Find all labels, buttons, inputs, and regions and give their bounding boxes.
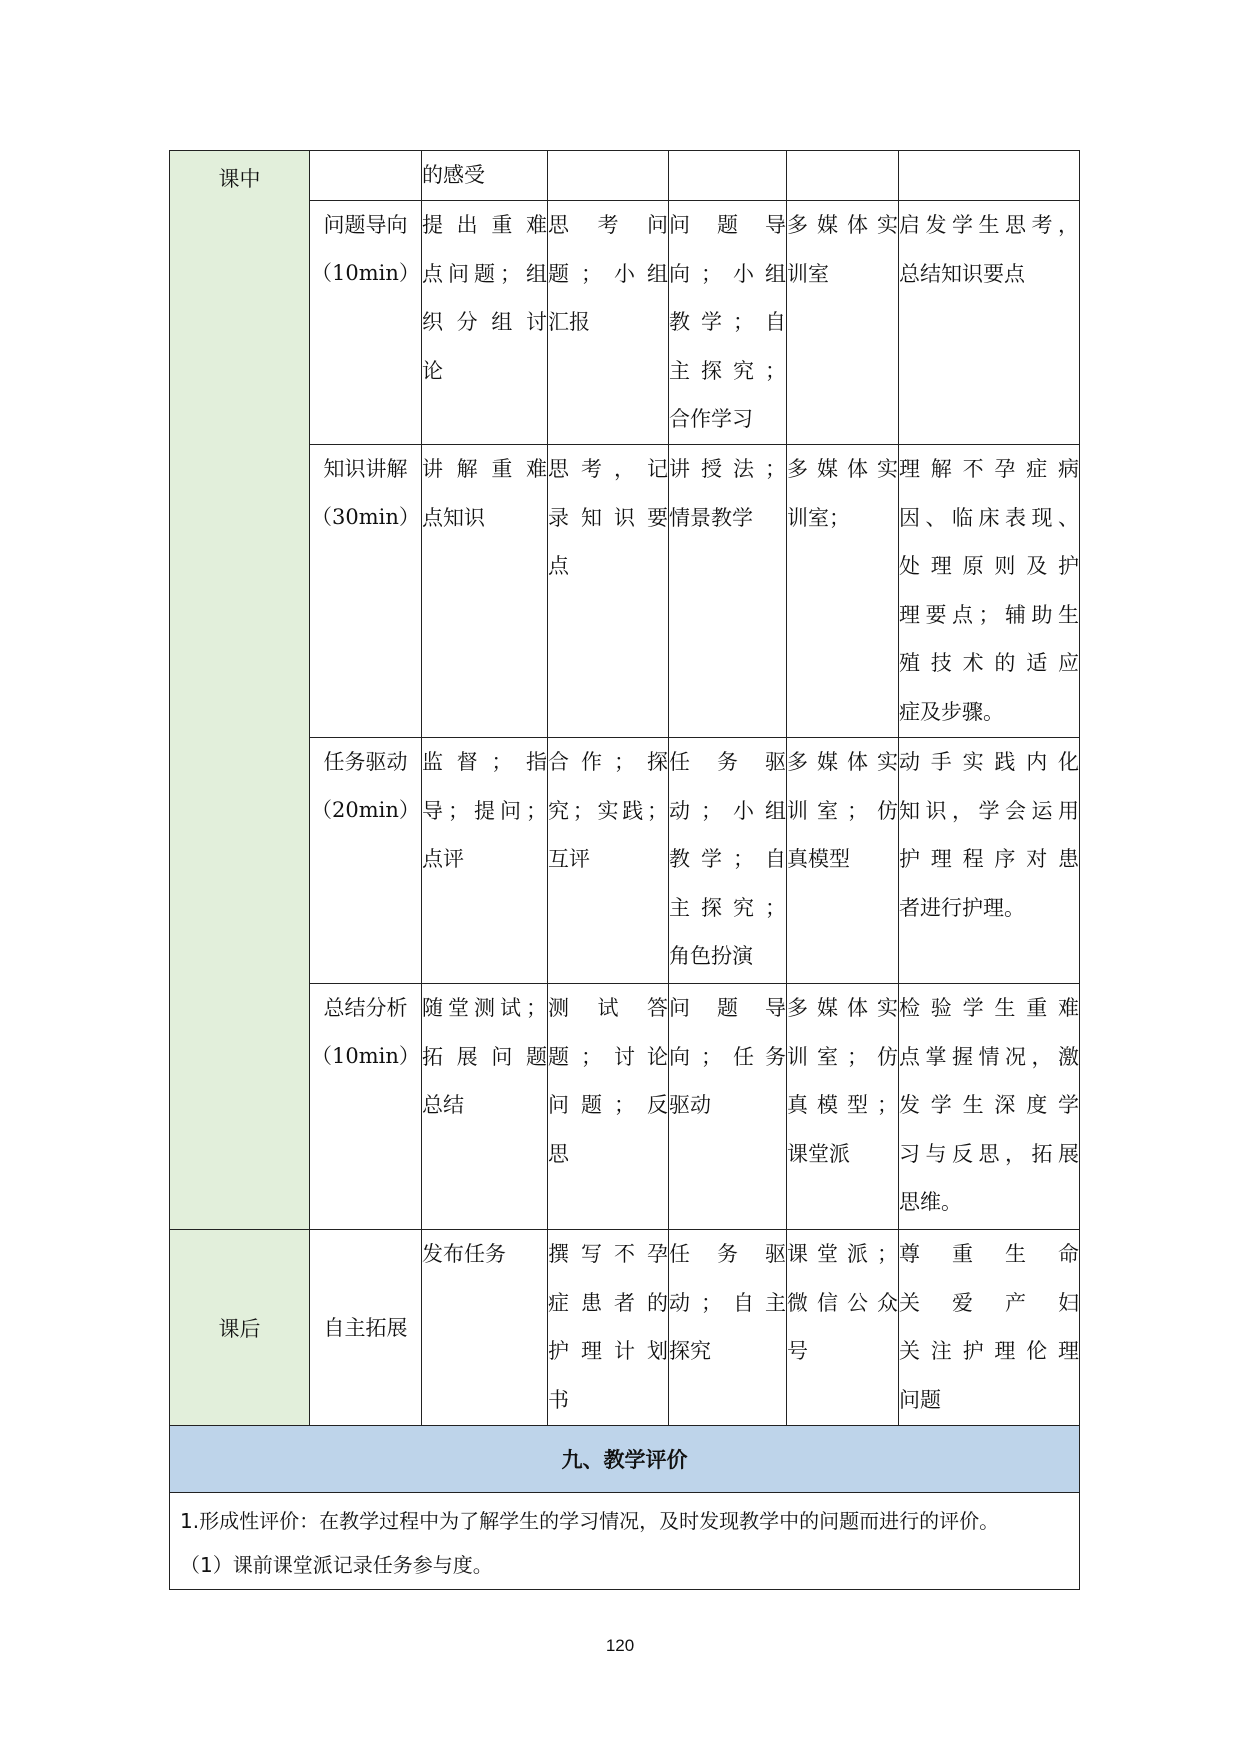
cell-line: 真模型； [787, 1093, 898, 1117]
cell-line: 织分组讨 [422, 310, 547, 334]
cell-line: 思考问 [548, 213, 668, 237]
student-cell [548, 1230, 669, 1426]
cell-line: 点知识 [422, 505, 485, 530]
step-cell [310, 738, 422, 984]
evaluation-text [170, 1493, 1080, 1590]
cell-line: 录知识要 [548, 505, 668, 530]
cell-line: 情景教学 [669, 505, 753, 530]
cell-line: 因、临床表现、 [899, 505, 1079, 530]
cell-line: 训室；仿 [787, 1044, 898, 1069]
teacher-cell [422, 984, 548, 1230]
cell-line: 问题导 [669, 213, 786, 237]
step-cell [310, 984, 422, 1230]
step-cell [310, 201, 422, 445]
cell-line: 讲解重难 [422, 457, 547, 481]
cell-line: 任务驱动 [323, 750, 408, 774]
cell-line: 护理程序对患 [899, 847, 1079, 871]
cell-line: 发学生深度学 [899, 1093, 1079, 1117]
evaluation-line: 1.形成性评价：在教学过程中为了解学生的学习情况，及时发现教学中的问题而进行的评价。 [180, 1509, 1000, 1533]
cell-line: 启发学生思考， [899, 213, 1079, 237]
cell-line: 探究 [669, 1339, 711, 1363]
table-cell [899, 151, 1080, 201]
teacher-cell [422, 738, 548, 984]
cell-line: 测试答 [548, 996, 668, 1020]
cell-line: 问题导向 [323, 213, 408, 237]
intent-cell [899, 445, 1080, 738]
method-cell [669, 201, 787, 445]
intent-cell [899, 1230, 1080, 1426]
cell-line: 动；小组 [669, 798, 786, 823]
cell-line: 多媒体实 [787, 213, 898, 237]
cell-line: 角色扮演 [669, 944, 753, 968]
table-cell [787, 151, 899, 201]
table-row [170, 1230, 1080, 1426]
cell-line: 问题；反 [548, 1093, 668, 1117]
method-cell [669, 445, 787, 738]
section-header-row [170, 1426, 1080, 1493]
table-cell [669, 151, 787, 201]
cell-line: 问题导 [669, 996, 786, 1020]
cell-line: 知识讲解 [323, 457, 408, 481]
teacher-cell [422, 201, 548, 445]
cell-line: 护理计划 [548, 1339, 668, 1363]
cell-line: 动手实践内化 [899, 750, 1079, 774]
cell-line: 主探究； [669, 895, 786, 920]
cell-line: 向；任务 [669, 1044, 786, 1069]
cell-line: 论 [422, 358, 443, 383]
cell-line: 总结知识要点 [899, 261, 1025, 286]
page-number: 120 [605, 1636, 635, 1655]
cell-line: 习与反思，拓展 [899, 1141, 1079, 1166]
cell-line: 究；实践； [548, 798, 668, 823]
teacher-cell [422, 445, 548, 738]
cell-line: 思考，记 [548, 457, 668, 481]
cell-line: 症患者的 [548, 1290, 668, 1315]
method-cell [669, 984, 787, 1230]
cell-line: 合作；探 [548, 750, 668, 774]
cell-line: 的感受 [422, 163, 485, 187]
cell-line: 总结 [422, 1093, 464, 1117]
cell-line: 号 [787, 1339, 808, 1363]
cell-line: 互评 [548, 847, 590, 871]
cell-line: 多媒体实 [787, 996, 898, 1020]
cell-line: 课堂派 [787, 1141, 850, 1166]
cell-line: （10min） [311, 261, 420, 285]
cell-line: 问题 [899, 1387, 941, 1412]
phase-after-class: 课后 [170, 1230, 310, 1426]
cell-line: 自主拓展 [323, 1315, 408, 1340]
cell-line: 微信公众 [787, 1290, 898, 1315]
table-cell [422, 151, 548, 201]
resource-cell [787, 984, 899, 1230]
cell-line: 合作学习 [669, 407, 753, 431]
cell-line: 思 [548, 1141, 569, 1166]
teacher-cell [422, 1230, 548, 1426]
cell-line: 拓展问题 [422, 1044, 547, 1069]
cell-line: 点 [548, 554, 569, 578]
cell-line: 汇报 [548, 310, 590, 334]
cell-line: 随堂测试； [422, 996, 547, 1020]
student-cell [548, 445, 669, 738]
step-cell [310, 445, 422, 738]
cell-line: 点评 [422, 847, 464, 871]
evaluation-row [170, 1493, 1080, 1590]
cell-line: 任务驱 [669, 750, 786, 774]
cell-line: （30min） [311, 505, 420, 529]
cell-line: 任务驱 [669, 1242, 786, 1266]
cell-line: 真模型 [787, 847, 850, 871]
method-cell [669, 1230, 787, 1426]
cell-line: 课堂派； [787, 1242, 898, 1266]
cell-line: 处理原则及护 [899, 554, 1079, 578]
cell-line: 症及步骤。 [899, 699, 1004, 724]
cell-line: 知识，学会运用 [899, 798, 1079, 823]
table-cell [548, 151, 669, 201]
student-cell [548, 984, 669, 1230]
resource-cell [787, 201, 899, 445]
table-cell [310, 151, 422, 201]
cell-line: 理解不孕症病 [899, 457, 1079, 481]
cell-line: 提出重难 [422, 213, 547, 237]
table-row [170, 151, 1080, 201]
cell-line: 动；自主 [669, 1290, 786, 1315]
cell-line: 者进行护理。 [899, 895, 1025, 920]
phase-in-class: 课中 [170, 151, 310, 1230]
intent-cell [899, 738, 1080, 984]
cell-line: 讲授法； [669, 457, 786, 481]
cell-line: 向；小组 [669, 261, 786, 286]
cell-line: 训室 [787, 261, 829, 286]
resource-cell [787, 445, 899, 738]
cell-line: 教学；自 [669, 310, 786, 334]
method-cell [669, 738, 787, 984]
cell-line: （20min） [311, 798, 420, 822]
cell-line: 发布任务 [422, 1242, 506, 1266]
cell-line: 关爱产妇 [899, 1290, 1079, 1315]
evaluation-line: （1）课前课堂派记录任务参与度。 [180, 1553, 493, 1577]
cell-line: 驱动 [669, 1093, 711, 1117]
cell-line: 训室；仿 [787, 798, 898, 823]
student-cell [548, 738, 669, 984]
cell-line: 撰写不孕 [548, 1242, 668, 1266]
step-cell [310, 1230, 422, 1426]
cell-line: 总结分析 [323, 996, 408, 1020]
intent-cell [899, 984, 1080, 1230]
cell-line: 多媒体实 [787, 457, 898, 481]
cell-line: 点掌握情况，激 [899, 1044, 1079, 1069]
cell-line: 训室； [787, 505, 850, 530]
cell-line: 主探究； [669, 358, 786, 383]
section-title: 九、教学评价 [170, 1426, 1080, 1493]
cell-line: 导；提问； [422, 798, 547, 823]
cell-line: 教学；自 [669, 847, 786, 871]
cell-line: （10min） [311, 1044, 420, 1068]
cell-line: 尊重生命 [899, 1242, 1079, 1266]
cell-line: 题；小组 [548, 261, 668, 286]
resource-cell [787, 1230, 899, 1426]
cell-line: 殖技术的适应 [899, 651, 1079, 675]
cell-line: 书 [548, 1387, 569, 1412]
cell-line: 多媒体实 [787, 750, 898, 774]
cell-line: 思维。 [899, 1190, 962, 1214]
cell-line: 检验学生重难 [899, 996, 1079, 1020]
cell-line: 题；讨论 [548, 1044, 668, 1069]
resource-cell [787, 738, 899, 984]
cell-line: 监督；指 [422, 750, 547, 774]
student-cell [548, 201, 669, 445]
cell-line: 关注护理伦理 [899, 1339, 1079, 1363]
teaching-process-table [169, 150, 1080, 1590]
cell-line: 点问题；组 [422, 261, 547, 286]
intent-cell [899, 201, 1080, 445]
cell-line: 理要点；辅助生 [899, 602, 1079, 627]
